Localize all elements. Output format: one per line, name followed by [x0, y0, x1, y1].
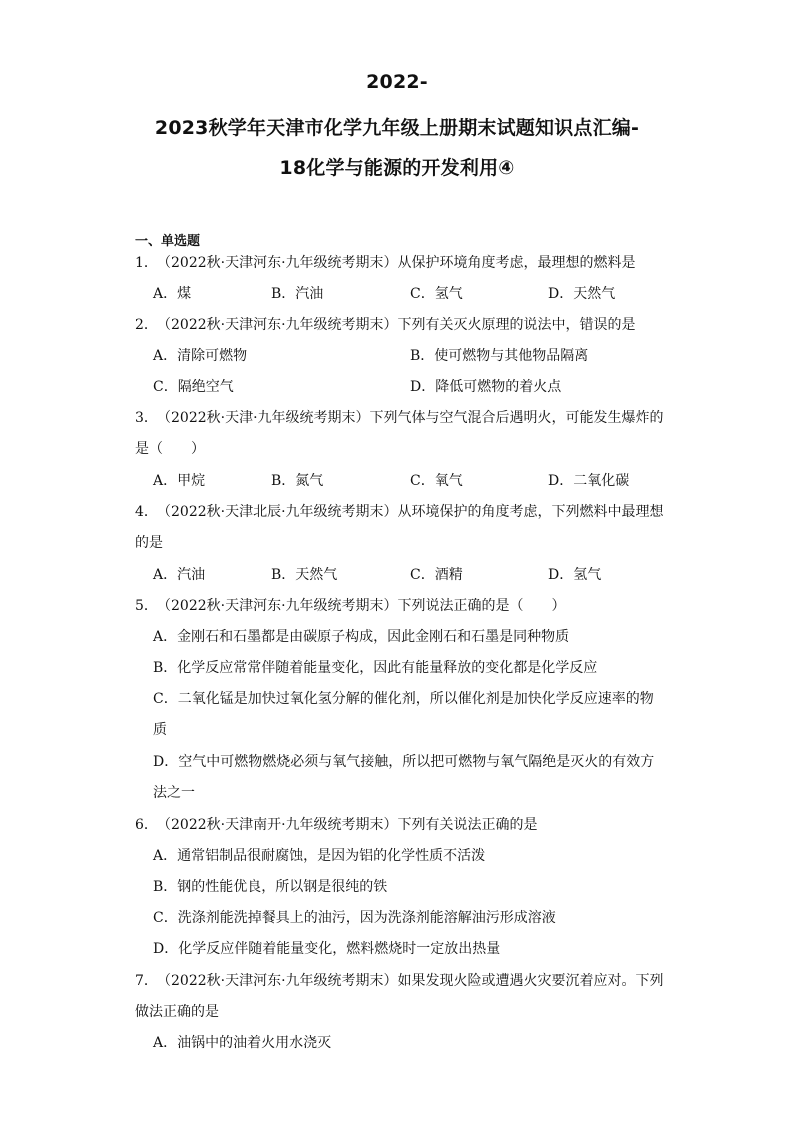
option-b: B．天然气 — [271, 567, 338, 583]
option-b: B．使可燃物与其他物品隔离 — [410, 348, 589, 364]
option-c: C．氢气 — [410, 286, 463, 302]
question-6 — [135, 815, 538, 835]
question-number: 2． — [135, 317, 158, 333]
option-d: D．氢气 — [548, 567, 602, 583]
question-text: （2022秋·天津河东·九年级统考期末）如果发现火险或遭遇火灾要沉着应对。下列 — [157, 973, 664, 989]
question-5 — [135, 596, 566, 616]
option-a: A．油锅中的油着火用水浇灭 — [153, 1035, 332, 1051]
option-d-continuation: 法之一 — [153, 785, 195, 801]
option-a: A．甲烷 — [153, 473, 206, 489]
option-c: C．氧气 — [410, 473, 463, 489]
question-text: （2022秋·天津北辰·九年级统考期末）从环境保护的角度考虑，下列燃料中最理想 — [157, 504, 664, 520]
option-b: B．化学反应常常伴随着能量变化，因此有能量释放的变化都是化学反应 — [153, 660, 598, 676]
document-title-line-2: 2023秋学年天津市化学九年级上册期末试题知识点汇编- — [154, 117, 640, 139]
option-a: A．清除可燃物 — [153, 348, 248, 364]
question-text: （2022秋·天津南开·九年级统考期末）下列有关说法正确的是 — [157, 817, 538, 833]
option-d: D．空气中可燃物燃烧必须与氧气接触，所以把可燃物与氧气隔绝是灭火的有效方 — [153, 754, 655, 770]
option-c: C．洗涤剂能洗掉餐具上的油污，因为洗涤剂能溶解油污形成溶液 — [153, 910, 556, 926]
question-number: 4． — [135, 504, 158, 520]
option-c: C．二氧化锰是加快过氧化氢分解的催化剂，所以催化剂是加快化学反应速率的物 — [153, 691, 654, 707]
question-text: （2022秋·天津河东·九年级统考期末）下列说法正确的是（ ） — [157, 598, 566, 614]
question-number: 3． — [135, 410, 158, 426]
section-heading: 一、单选题 — [135, 234, 201, 249]
question-4 — [135, 502, 664, 522]
option-d: D．化学反应伴随着能量变化，燃料燃烧时一定放出热量 — [153, 941, 501, 957]
document-title-line-3: 18化学与能源的开发利用④ — [279, 157, 515, 179]
option-c-continuation: 质 — [153, 722, 167, 738]
option-b: B．汽油 — [271, 286, 324, 302]
option-a: A．金刚石和石墨都是由碳原子构成，因此金刚石和石墨是同种物质 — [153, 629, 570, 645]
document-title-line-1: 2022- — [366, 71, 428, 93]
question-1 — [135, 253, 636, 273]
question-7 — [135, 971, 664, 991]
question-4-continuation: 的是 — [135, 535, 163, 551]
option-d: D．天然气 — [548, 286, 616, 302]
question-7-continuation: 做法正确的是 — [135, 1004, 219, 1020]
question-number: 6． — [135, 817, 158, 833]
question-3-continuation: 是（ ） — [135, 441, 205, 457]
option-d: D．二氧化碳 — [548, 473, 630, 489]
option-a: A．汽油 — [153, 567, 206, 583]
option-b: B．钢的性能优良，所以钢是很纯的铁 — [153, 879, 388, 895]
question-text: （2022秋·天津河东·九年级统考期末）从保护环境角度考虑，最理想的燃料是 — [157, 255, 636, 271]
question-number: 1． — [135, 255, 158, 271]
option-a: A．通常铝制品很耐腐蚀，是因为铝的化学性质不活泼 — [153, 848, 486, 864]
question-number: 5． — [135, 598, 158, 614]
option-b: B．氮气 — [271, 473, 324, 489]
option-d: D．降低可燃物的着火点 — [410, 379, 562, 395]
option-c: C．酒精 — [410, 567, 463, 583]
option-a: A．煤 — [153, 286, 192, 302]
question-text: （2022秋·天津河东·九年级统考期末）下列有关灭火原理的说法中，错误的是 — [157, 317, 636, 333]
question-number: 7． — [135, 973, 158, 989]
question-3 — [135, 408, 664, 428]
option-c: C．隔绝空气 — [153, 379, 234, 395]
question-2 — [135, 315, 636, 335]
question-text: （2022秋·天津·九年级统考期末）下列气体与空气混合后遇明火，可能发生爆炸的 — [157, 410, 664, 426]
